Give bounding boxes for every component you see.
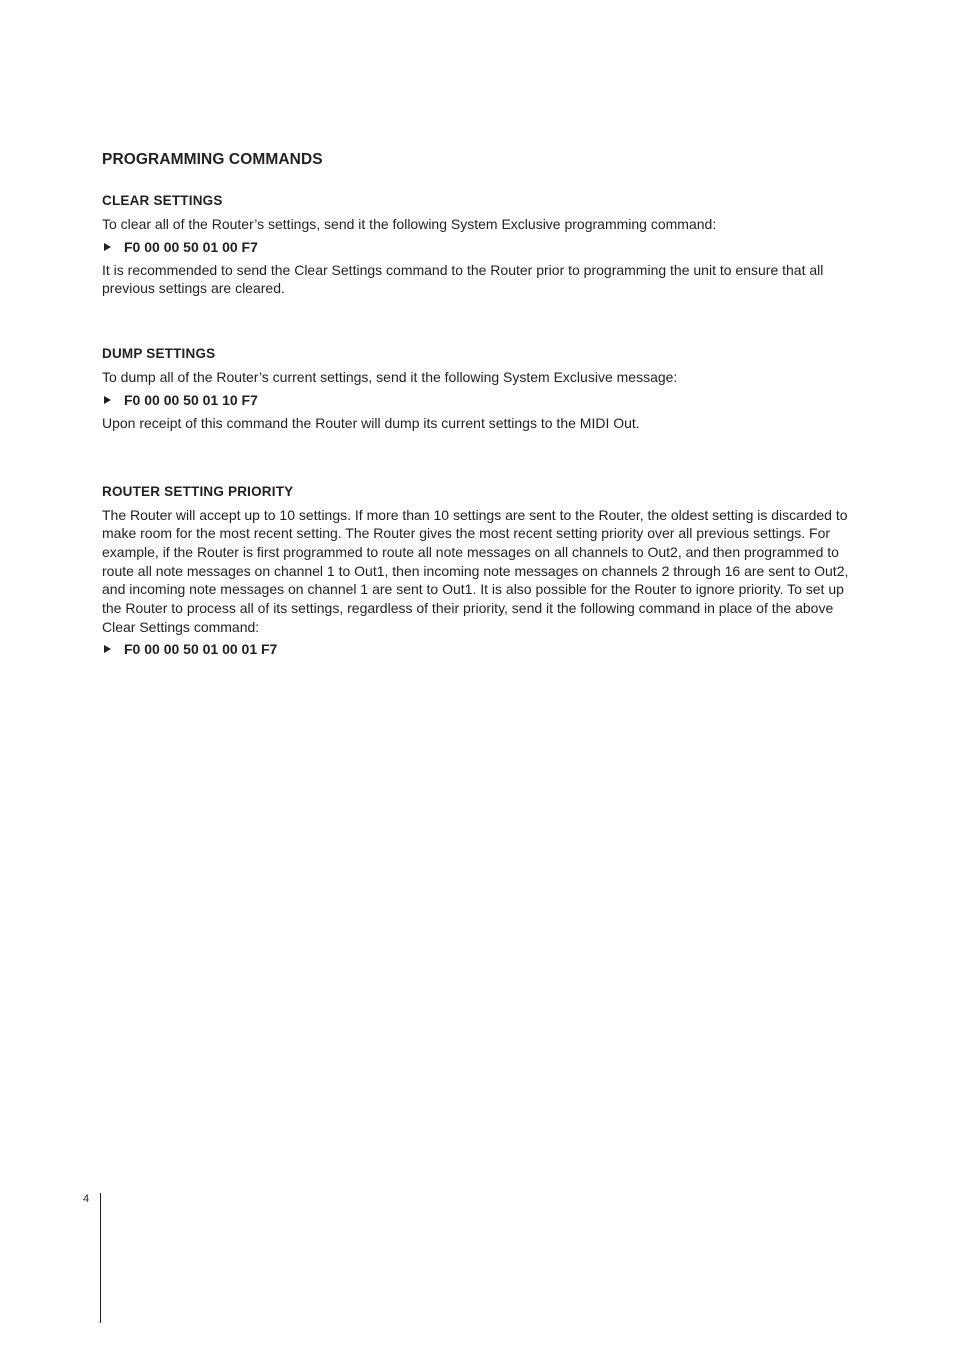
command-line bbox=[102, 640, 862, 658]
section-intro: The Router will accept up to 10 settings. If more than 10 settings are sent to the Router, the oldest setting is discarded to make room for the most recent setting. The Router gives the most recent setting priority over all previous settings. For example, if the Router is first programmed to route all note messages on all channels to Out2, and then programmed to route all note messages on channel 1 to Out1, then incoming note messages on channels 2 through 16 are sent to Out2, and incoming note messages on channel 1 are sent to Out1. It is also possible for the Router to ignore priority. To set up the Router to process all of its settings, regardless of their priority, send it the following command in place of the above Clear Settings command: bbox=[102, 506, 849, 635]
margin-rule bbox=[100, 1193, 101, 1323]
command-line bbox=[102, 238, 862, 256]
page-heading: PROGRAMMING COMMANDS bbox=[102, 151, 323, 168]
section-intro: To dump all of the Router’s current settings, send it the following System Exclusive message: bbox=[102, 369, 678, 386]
command-line bbox=[102, 391, 862, 409]
command-text: F0 00 00 50 01 10 F7 bbox=[124, 391, 258, 408]
triangle-bullet-icon bbox=[104, 645, 111, 653]
triangle-bullet-icon bbox=[104, 396, 111, 404]
triangle-bullet-icon bbox=[104, 243, 111, 251]
section-title: DUMP SETTINGS bbox=[102, 346, 216, 362]
command-text: F0 00 00 50 01 00 01 F7 bbox=[124, 641, 278, 658]
section-title: CLEAR SETTINGS bbox=[102, 193, 223, 208]
section-clear-settings bbox=[102, 192, 862, 298]
page-number: 4 bbox=[83, 1193, 90, 1205]
section-note: It is recommended to send the Clear Settings command to the Router prior to programming the unit to ensure that all previous settings are cleared. bbox=[102, 261, 824, 297]
section-note: Upon receipt of this command the Router will dump its current settings to the MIDI Out. bbox=[102, 414, 640, 431]
section-dump-settings bbox=[102, 345, 862, 432]
command-text: F0 00 00 50 01 00 F7 bbox=[124, 238, 258, 255]
section-intro: To clear all of the Router’s settings, send it the following System Exclusive programming command: bbox=[102, 216, 717, 232]
section-router-setting-priority bbox=[102, 483, 862, 659]
document-body bbox=[102, 150, 862, 705]
section-title: ROUTER SETTING PRIORITY bbox=[102, 483, 294, 499]
